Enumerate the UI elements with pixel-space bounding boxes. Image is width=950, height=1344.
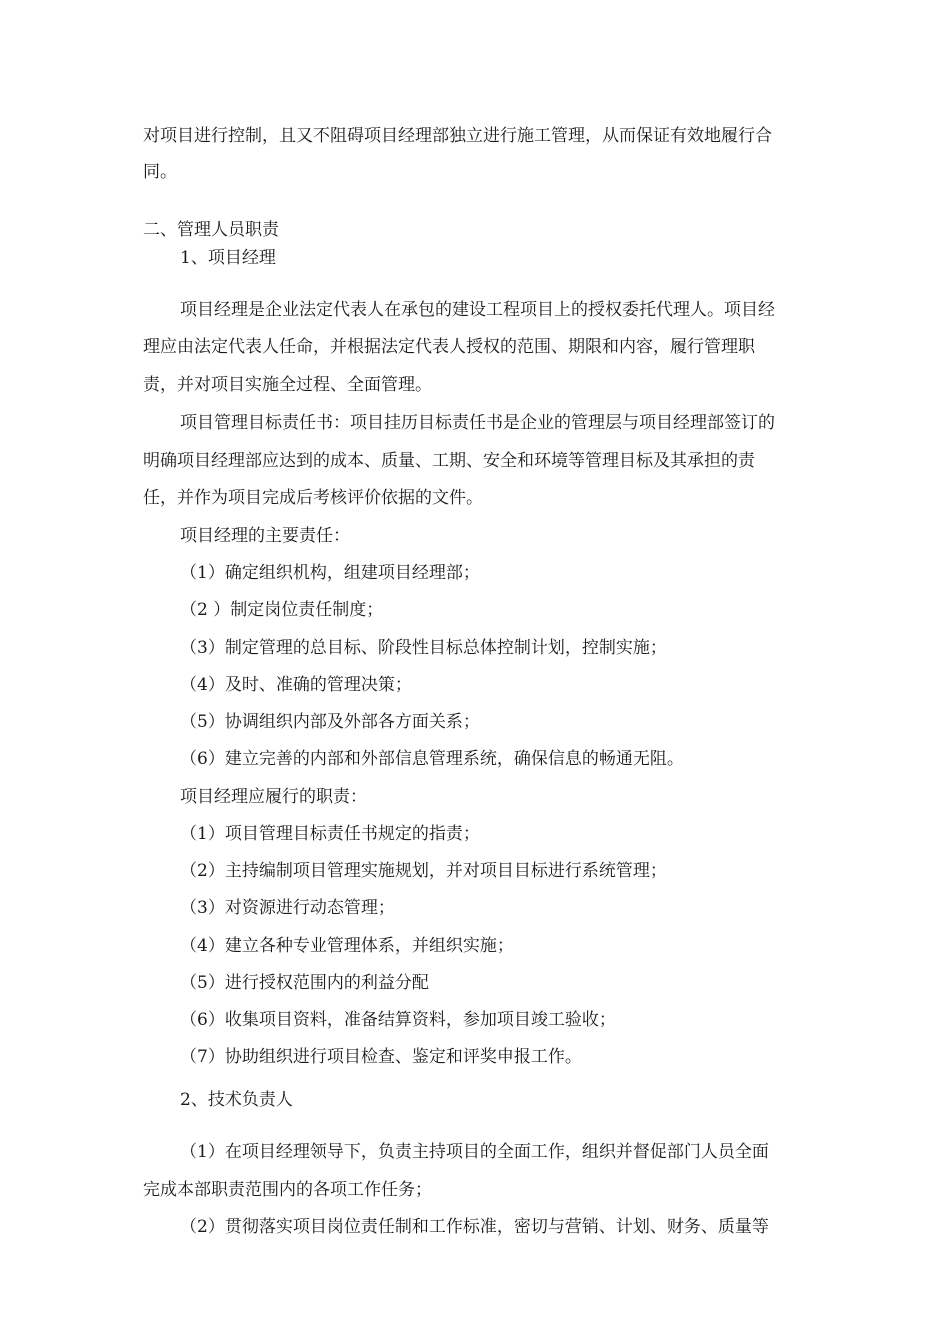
main-responsibility-item: （1）确定组织机构，组建项目经理部；: [180, 563, 480, 583]
main-responsibility-item: （2 ）制定岗位责任制度；: [180, 600, 384, 620]
duty-item: （4）建立各种专业管理体系，并组织实施；: [180, 936, 514, 956]
subsection-heading-project-manager: 1、项目经理: [180, 248, 276, 268]
duty-item: （6）收集项目资料，准备结算资料，参加项目竣工验收；: [180, 1010, 616, 1030]
intro-paragraph-line-1: 对项目进行控制，且又不阻碍项目经理部独立进行施工管理，从而保证有效地履行合: [143, 126, 772, 146]
target-book-line-3: 任，并作为项目完成后考核评价依据的文件。: [143, 488, 483, 508]
duty-item: （1）项目管理目标责任书规定的指责；: [180, 824, 480, 844]
pm-definition-line-1: 项目经理是企业法定代表人在承包的建设工程项目上的授权委托代理人。项目经: [180, 300, 775, 320]
pm-definition-line-3: 责，并对项目实施全过程、全面管理。: [143, 375, 432, 395]
tech-item-1-line-2: 完成本部职责范围内的各项工作任务；: [143, 1180, 432, 1200]
main-responsibility-item: （3）制定管理的总目标、阶段性目标总体控制计划，控制实施；: [180, 638, 667, 658]
main-responsibility-item: （6）建立完善的内部和外部信息管理系统，确保信息的畅通无阻。: [180, 749, 684, 769]
duty-item: （7）协助组织进行项目检查、鉴定和评奖申报工作。: [180, 1047, 582, 1067]
tech-item-1-line-1: （1）在项目经理领导下，负责主持项目的全面工作，组织并督促部门人员全面: [180, 1142, 769, 1162]
section-heading: 二、管理人员职责: [143, 220, 279, 240]
duty-item: （2）主持编制项目管理实施规划，并对项目目标进行系统管理；: [180, 861, 667, 881]
duties-heading: 项目经理应履行的职责：: [180, 787, 367, 807]
duty-item: （3）对资源进行动态管理；: [180, 898, 395, 918]
main-responsibility-item: （4）及时、准确的管理决策；: [180, 675, 412, 695]
subsection-heading-technical-lead: 2、技术负责人: [180, 1090, 293, 1110]
intro-paragraph-line-2: 同。: [143, 162, 177, 182]
pm-definition-line-2: 理应由法定代表人任命，并根据法定代表人授权的范围、期限和内容，履行管理职: [143, 337, 755, 357]
target-book-line-1: 项目管理目标责任书：项目挂历目标责任书是企业的管理层与项目经理部签订的: [180, 413, 775, 433]
main-responsibility-item: （5）协调组织内部及外部各方面关系；: [180, 712, 480, 732]
main-responsibilities-heading: 项目经理的主要责任：: [180, 526, 350, 546]
tech-item-2-line-1: （2）贯彻落实项目岗位责任制和工作标准，密切与营销、计划、财务、质量等: [180, 1217, 769, 1237]
target-book-line-2: 明确项目经理部应达到的成本、质量、工期、安全和环境等管理目标及其承担的责: [143, 451, 755, 471]
duty-item: （5）进行授权范围内的利益分配: [180, 973, 429, 993]
